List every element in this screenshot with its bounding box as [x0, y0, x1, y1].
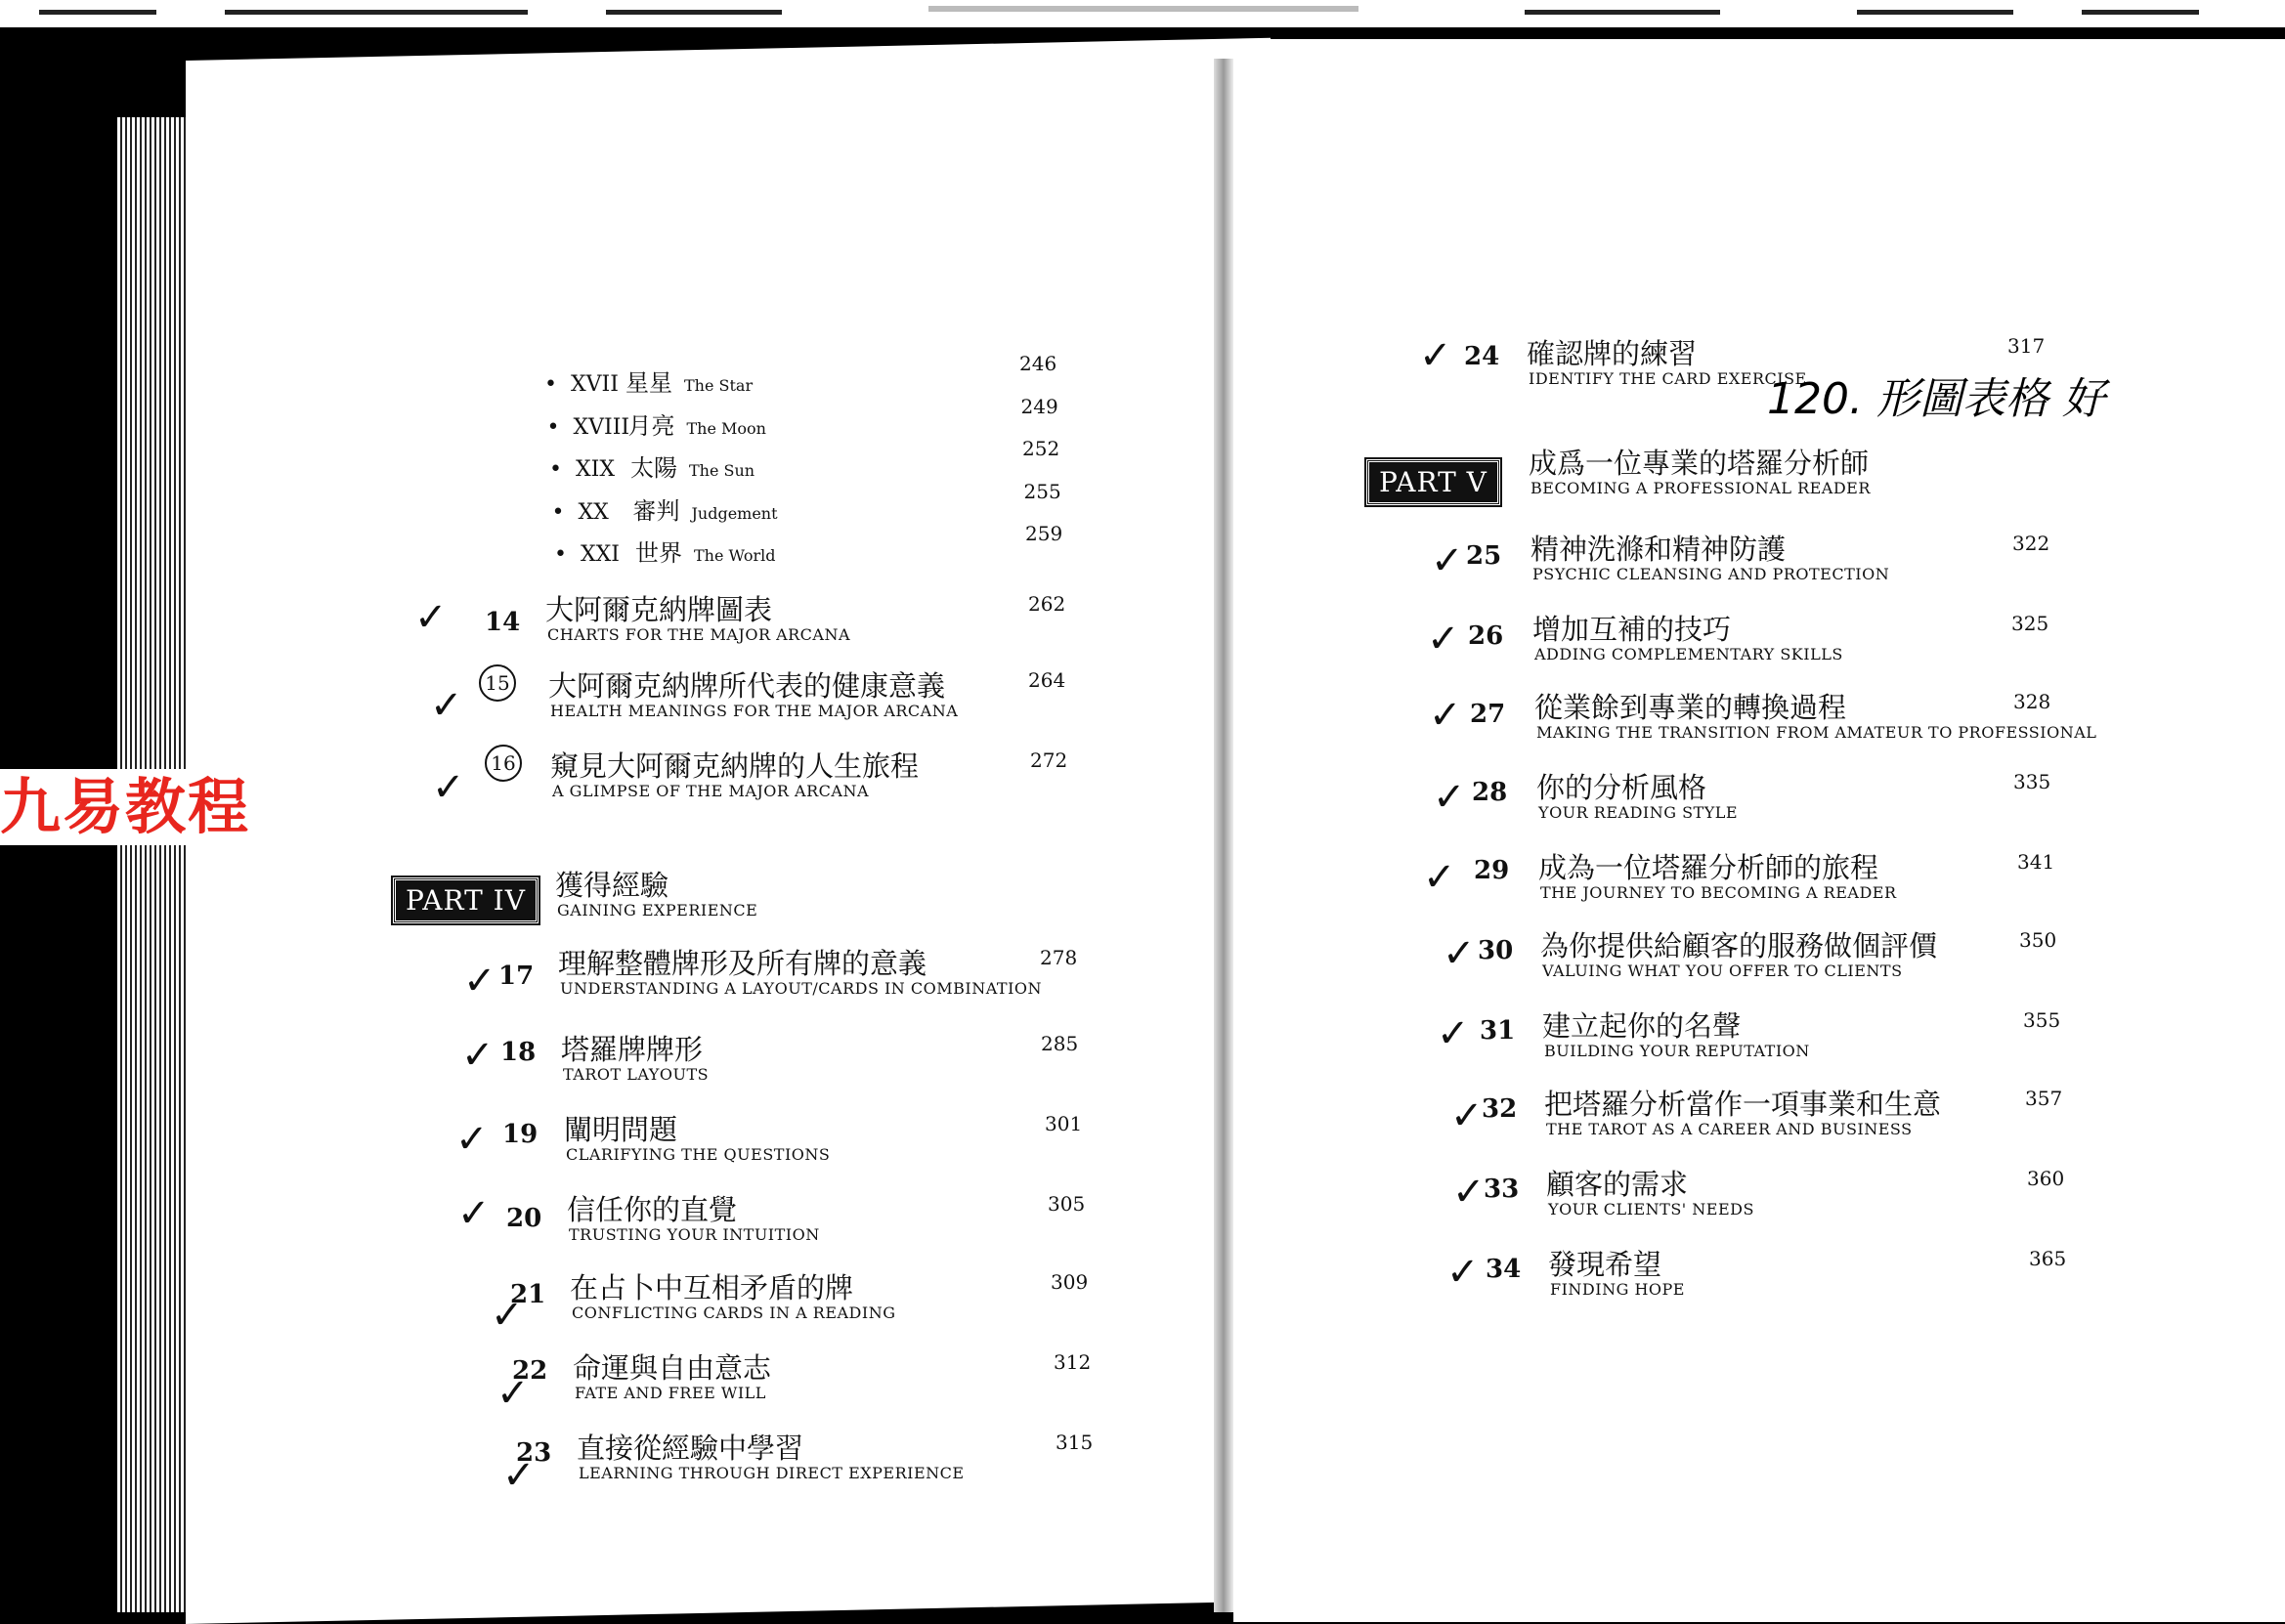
chapter-title-zh: 闡明問題 — [564, 1113, 678, 1146]
chapter-number: 23 — [516, 1438, 552, 1468]
chapter-title-en: TRUSTING YOUR INTUITION — [569, 1225, 820, 1244]
scan-header-text — [928, 6, 1358, 12]
handwritten-note: 120. 形圖表格 好 — [1767, 374, 2105, 424]
bullet-dot: • — [549, 457, 562, 482]
circled-number: 15 — [479, 664, 516, 702]
chapter-number: 21 — [510, 1280, 546, 1309]
book-gutter — [1214, 59, 1233, 1612]
scan-noise — [1857, 10, 2013, 15]
chapter-title-en: HEALTH MEANINGS FOR THE MAJOR ARCANA — [550, 702, 959, 720]
check-mark-icon: ✓ — [491, 1293, 524, 1338]
scan-noise — [2082, 10, 2199, 15]
card-roman-numeral: XVIII — [573, 414, 630, 440]
page-number: 246 — [1019, 352, 1057, 375]
page-number: 255 — [1023, 479, 1061, 503]
check-mark-icon: ✓ — [463, 959, 496, 1004]
chapter-number: 30 — [1478, 936, 1514, 965]
check-mark-icon: ✓ — [1431, 538, 1464, 583]
chapter-title-zh: 在占卜中互相矛盾的牌 — [570, 1271, 854, 1304]
page-number: 312 — [1054, 1350, 1092, 1374]
bullet-dot: • — [554, 542, 567, 567]
card-entry — [554, 534, 776, 568]
chapter-title-en: CHARTS FOR THE MAJOR ARCANA — [547, 625, 851, 644]
check-mark-icon: ✓ — [430, 683, 463, 728]
card-roman-numeral: XX — [578, 499, 609, 525]
check-mark-icon: ✓ — [432, 765, 465, 810]
chapter-title-zh: 顧客的需求 — [1546, 1168, 1689, 1201]
chapter-number: 14 — [485, 608, 521, 637]
chapter-title-zh: 直接從經驗中學習 — [577, 1432, 804, 1465]
check-mark-icon: ✓ — [1433, 775, 1466, 820]
page-number: 309 — [1051, 1270, 1089, 1294]
chapter-number: 19 — [502, 1120, 539, 1149]
page-number: 305 — [1048, 1192, 1086, 1216]
card-entry — [547, 406, 766, 441]
page-number: 252 — [1022, 437, 1060, 460]
check-mark-icon: ✓ — [1423, 855, 1456, 900]
chapter-title-en: PSYCHIC CLEANSING AND PROTECTION — [1532, 565, 1890, 583]
chapter-title-zh: 增加互補的技巧 — [1532, 613, 1732, 646]
card-entry — [549, 449, 754, 483]
chapter-number: 24 — [1464, 342, 1500, 371]
page-number: 357 — [2025, 1087, 2063, 1110]
page-number: 335 — [2013, 770, 2051, 793]
chapter-title-en: IDENTIFY THE CARD EXERCISE — [1529, 369, 1807, 388]
part-four-title-en: GAINING EXPERIENCE — [557, 901, 758, 919]
card-name-zh: 星星 — [625, 369, 672, 397]
page-number: 259 — [1025, 522, 1063, 545]
page-number: 322 — [2012, 532, 2050, 555]
part-four-badge: PART IV — [393, 877, 539, 923]
chapter-number: 18 — [500, 1038, 537, 1067]
chapter-title-en: MAKING THE TRANSITION FROM AMATEUR TO PROFESSIONAL — [1536, 723, 2097, 742]
chapter-number: 33 — [1484, 1175, 1520, 1204]
check-mark-icon: ✓ — [1429, 693, 1462, 738]
card-name-en: Judgement — [691, 503, 778, 523]
scan-noise — [1525, 10, 1720, 15]
chapter-number: 27 — [1470, 700, 1506, 729]
chapter-title-en: CONFLICTING CARDS IN A READING — [572, 1303, 896, 1322]
chapter-title-en: LEARNING THROUGH DIRECT EXPERIENCE — [579, 1464, 965, 1482]
page-number: 360 — [2027, 1167, 2065, 1190]
scan-noise — [606, 10, 782, 15]
chapter-title-zh: 建立起你的名聲 — [1542, 1009, 1742, 1043]
page-number: 272 — [1030, 748, 1068, 772]
chapter-title-zh: 發現希望 — [1548, 1248, 1662, 1281]
part-five-title-zh: 成爲一位專業的塔羅分析師 — [1529, 447, 1870, 480]
check-mark-icon: ✓ — [1427, 617, 1460, 662]
check-mark-icon: ✓ — [1419, 333, 1452, 378]
card-name-en: The Star — [683, 376, 754, 395]
chapter-title-zh: 成為一位塔羅分析師的旅程 — [1538, 851, 1879, 884]
chapter-title-zh: 理解整體牌形及所有牌的意義 — [558, 947, 927, 980]
chapter-title-zh: 為你提供給顧客的服務做個評價 — [1540, 929, 1938, 962]
circled-number: 16 — [485, 745, 522, 782]
chapter-title-zh: 塔羅牌牌形 — [561, 1033, 704, 1066]
bullet-dot: • — [544, 372, 557, 397]
chapter-title-zh: 確認牌的練習 — [1527, 337, 1698, 370]
card-name-zh: 世界 — [634, 539, 682, 567]
check-mark-icon: ✓ — [414, 595, 448, 640]
page-number: 249 — [1020, 394, 1058, 418]
card-entry — [544, 363, 753, 398]
watermark-logo: 九易教程 — [0, 769, 305, 845]
bullet-dot: • — [546, 414, 560, 440]
part-five-badge: PART V — [1366, 459, 1500, 505]
chapter-number: 31 — [1480, 1016, 1516, 1046]
check-mark-icon: ✓ — [1450, 1093, 1484, 1138]
check-mark-icon: ✓ — [502, 1453, 536, 1498]
chapter-title-zh: 精神洗滌和精神防護 — [1531, 533, 1787, 566]
chapter-title-en: FATE AND FREE WILL — [575, 1384, 766, 1402]
check-mark-icon: ✓ — [1446, 1250, 1480, 1295]
card-name-en: The World — [693, 546, 776, 565]
card-roman-numeral: XVII — [570, 372, 619, 397]
bullet-dot: • — [551, 499, 565, 525]
chapter-title-en: ADDING COMPLEMENTARY SKILLS — [1534, 645, 1843, 663]
chapter-number: 34 — [1486, 1255, 1522, 1284]
chapter-title-en: BUILDING YOUR REPUTATION — [1544, 1042, 1810, 1060]
chapter-title-zh: 大阿爾克納牌所代表的健康意義 — [548, 669, 946, 703]
card-entry — [552, 491, 778, 526]
check-mark-icon: ✓ — [457, 1191, 491, 1236]
chapter-title-en: TAROT LAYOUTS — [563, 1065, 710, 1084]
page-number: 328 — [2013, 690, 2051, 713]
part-four-title-zh: 獲得經驗 — [555, 869, 669, 902]
chapter-title-en: YOUR READING STYLE — [1538, 803, 1739, 822]
chapter-title-zh: 從業餘到專業的轉換過程 — [1534, 691, 1847, 724]
chapter-title-en: FINDING HOPE — [1550, 1280, 1685, 1299]
chapter-title-en: VALUING WHAT YOU OFFER TO CLIENTS — [1542, 962, 1903, 980]
chapter-number: 32 — [1482, 1094, 1518, 1124]
chapter-number: 28 — [1472, 778, 1508, 807]
card-name-en: The Sun — [688, 461, 755, 480]
chapter-title-en: UNDERSTANDING A LAYOUT/CARDS IN COMBINATION — [560, 979, 1042, 998]
page-number: 285 — [1041, 1032, 1079, 1055]
chapter-number: 20 — [506, 1204, 542, 1233]
chapter-title-en: A GLIMPSE OF THE MAJOR ARCANA — [552, 782, 869, 800]
scan-noise — [39, 10, 156, 15]
page-number: 315 — [1056, 1431, 1094, 1454]
chapter-title-en: THE JOURNEY TO BECOMING A READER — [1540, 883, 1897, 902]
card-roman-numeral: XXI — [580, 542, 620, 567]
page-number: 355 — [2023, 1008, 2061, 1032]
page-number: 262 — [1028, 592, 1066, 616]
chapter-title-en: THE TAROT AS A CAREER AND BUSINESS — [1546, 1120, 1913, 1138]
check-mark-icon: ✓ — [1443, 931, 1476, 976]
chapter-title-en: YOUR CLIENTS' NEEDS — [1548, 1200, 1754, 1218]
page-number: 365 — [2029, 1247, 2067, 1270]
chapter-number: 29 — [1474, 856, 1510, 885]
page-number: 278 — [1040, 946, 1078, 969]
chapter-title-zh: 大阿爾克納牌圖表 — [545, 593, 773, 626]
page-number: 317 — [2007, 334, 2046, 358]
page-number: 325 — [2011, 612, 2049, 635]
card-roman-numeral: XIX — [575, 457, 615, 482]
card-name-en: The Moon — [686, 418, 766, 438]
chapter-title-zh: 把塔羅分析當作一項事業和生意 — [1544, 1088, 1942, 1121]
chapter-title-zh: 命運與自由意志 — [573, 1351, 772, 1385]
chapter-number: 17 — [498, 962, 535, 991]
chapter-title-zh: 窺見大阿爾克納牌的人生旅程 — [550, 749, 920, 783]
check-mark-icon: ✓ — [455, 1117, 489, 1162]
right-page — [1233, 39, 2285, 1622]
part-five-title-en: BECOMING A PROFESSIONAL READER — [1531, 479, 1871, 497]
chapter-number: 25 — [1466, 541, 1502, 571]
card-name-zh: 審判 — [632, 496, 680, 525]
scan-noise — [225, 10, 528, 15]
page-number: 350 — [2019, 928, 2057, 952]
check-mark-icon: ✓ — [1452, 1170, 1486, 1215]
chapter-title-en: CLARIFYING THE QUESTIONS — [566, 1145, 831, 1164]
page-number: 301 — [1045, 1112, 1083, 1135]
chapter-title-zh: 信任你的直覺 — [567, 1193, 738, 1226]
check-mark-icon: ✓ — [461, 1033, 495, 1078]
chapter-number: 22 — [512, 1356, 548, 1386]
page-number: 341 — [2017, 850, 2055, 874]
card-name-zh: 月亮 — [627, 411, 675, 440]
card-name-zh: 太陽 — [629, 454, 677, 482]
check-mark-icon: ✓ — [1437, 1011, 1470, 1056]
check-mark-icon: ✓ — [496, 1371, 530, 1416]
scan-top-strip — [0, 0, 2285, 33]
page-number: 264 — [1028, 668, 1066, 692]
chapter-number: 26 — [1468, 621, 1504, 651]
chapter-title-zh: 你的分析風格 — [1536, 771, 1707, 804]
book-page-edges — [117, 117, 195, 1612]
